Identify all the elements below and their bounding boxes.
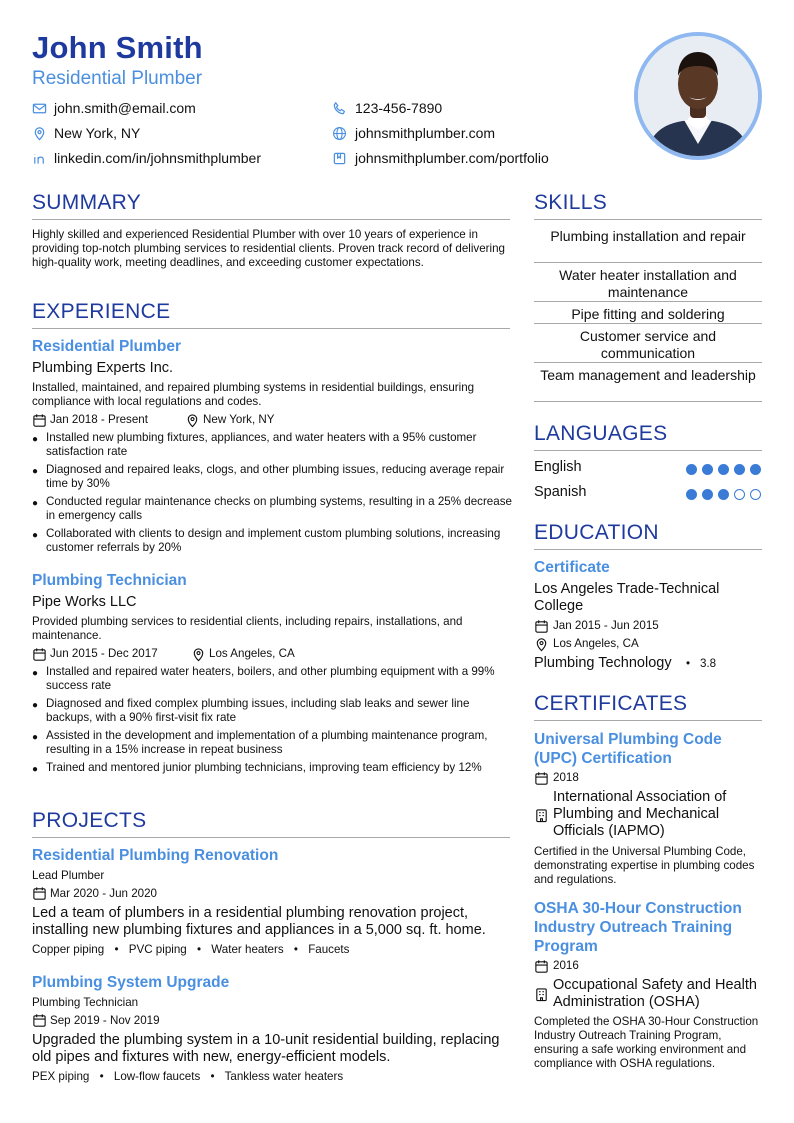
summary-heading: SUMMARY [32, 191, 142, 214]
project-tag: PVC piping [128, 943, 187, 956]
certificates-divider [534, 720, 762, 721]
rating-dot [702, 489, 713, 500]
languages-heading: LANGUAGES [534, 422, 668, 445]
rating-dot [734, 464, 745, 475]
certificate-title: Universal Plumbing Code (UPC) Certification [534, 731, 722, 767]
project-title: Residential Plumbing Renovation [32, 847, 279, 864]
candidate-name: John Smith [32, 30, 203, 65]
project-description: Upgraded the plumbing system in a 10-unit residential building, replacing old pipes and fixtures with new, energy-efficient models. [32, 1032, 500, 1065]
bullet-separator: • [686, 657, 691, 670]
education-field: Plumbing Technology [534, 655, 672, 671]
summary-divider [32, 219, 510, 220]
job-description: Provided plumbing services to residential clients, including repairs, installations, and maintenance. [32, 615, 463, 642]
projects-heading: PROJECTS [32, 809, 147, 832]
skill-item: Pipe fitting and soldering [571, 306, 725, 322]
email-link[interactable]: john.smith@email.com [54, 100, 196, 116]
education-school: Los Angeles Trade-Technical College [534, 581, 720, 614]
calendar-icon [534, 619, 549, 634]
education-gpa: 3.8 [700, 657, 717, 670]
location-icon [185, 413, 200, 428]
job-dates: Jun 2015 - Dec 2017 [50, 647, 158, 660]
project-tag: Low-flow faucets [113, 1070, 201, 1083]
language-name: Spanish [534, 484, 587, 500]
location-icon [534, 637, 549, 652]
rating-dot [734, 489, 745, 500]
skill-divider [534, 323, 762, 324]
location-icon [191, 647, 206, 662]
phone-icon [332, 101, 347, 116]
summary-text: Highly skilled and experienced Residential Plumber with over 10 years of experience in providing top-notch plumbing services to residential clients. Proven track record of delivering high-quality work, meeting deadlines, and exceeding customer expectations. [32, 228, 506, 269]
job-location: New York, NY [203, 413, 275, 426]
skill-item: Water heater installation and maintenance [559, 267, 737, 300]
email-icon [32, 101, 47, 116]
education-degree: Certificate [534, 559, 610, 576]
location-text: New York, NY [54, 125, 141, 141]
calendar-icon [32, 647, 47, 662]
job-location: Los Angeles, CA [209, 647, 295, 660]
location-icon [32, 126, 47, 141]
portfolio-link[interactable]: johnsmithplumber.com/portfolio [355, 150, 549, 166]
project-role: Plumbing Technician [32, 996, 139, 1009]
calendar-icon [534, 959, 549, 974]
website-link[interactable]: johnsmithplumber.com [355, 125, 496, 141]
calendar-icon [32, 1013, 47, 1028]
certificates-heading: CERTIFICATES [534, 692, 688, 715]
project-tags: PEX piping • Low-flow faucets • Tankless water heaters [32, 1070, 344, 1083]
portfolio-icon [332, 151, 347, 166]
rating-dot [686, 464, 697, 475]
skill-divider [534, 362, 762, 363]
education-heading: EDUCATION [534, 521, 659, 544]
project-tag: Tankless water heaters [224, 1070, 344, 1083]
project-tag: Faucets [308, 943, 350, 956]
project-tag: Copper piping [32, 943, 105, 956]
certificate-issuer: International Association of Plumbing and Mechanical Officials (IAPMO) [553, 789, 727, 839]
skill-item: Plumbing installation and repair [550, 228, 746, 244]
project-dates: Mar 2020 - Jun 2020 [50, 887, 157, 900]
phone-link[interactable]: 123-456-7890 [355, 100, 443, 116]
project-title: Plumbing System Upgrade [32, 974, 230, 991]
education-dates: Jan 2015 - Jun 2015 [553, 619, 659, 632]
linkedin-link[interactable]: linkedin.com/in/johnsmithplumber [54, 150, 261, 166]
building-icon [534, 808, 549, 823]
certificate-description: Completed the OSHA 30-Hour Construction Industry Outreach Training Program, ensuring a safe working environment and compliance with OSHA regulations. [534, 1015, 759, 1070]
project-tag: PEX piping [32, 1070, 90, 1083]
project-tags: Copper piping • PVC piping • Water heaters • Faucets [32, 943, 350, 956]
certificate-year: 2018 [553, 771, 579, 784]
languages-divider [534, 450, 762, 451]
calendar-icon [534, 771, 549, 786]
certificate-year: 2016 [553, 959, 579, 972]
job-description: Installed, maintained, and repaired plumbing systems in residential buildings, ensuring compliance with local regulations and codes. [32, 381, 475, 408]
job-title: Residential Plumber [32, 338, 182, 355]
certificate-issuer: Occupational Safety and Health Administration (OSHA) [553, 977, 757, 1010]
skill-divider [534, 262, 762, 263]
job-company: Plumbing Experts Inc. [32, 360, 174, 376]
skills-divider [534, 219, 762, 220]
project-dates: Sep 2019 - Nov 2019 [50, 1014, 160, 1027]
globe-icon [332, 126, 347, 141]
certificate-title: OSHA 30-Hour Construction Industry Outreach Training Program [534, 900, 742, 955]
experience-heading: EXPERIENCE [32, 300, 171, 323]
rating-dot [718, 489, 729, 500]
job-title: Plumbing Technician [32, 572, 187, 589]
project-role: Lead Plumber [32, 869, 105, 882]
calendar-icon [32, 413, 47, 428]
linkedin-icon [32, 151, 47, 166]
education-location: Los Angeles, CA [553, 637, 639, 650]
rating-dot [750, 464, 761, 475]
job-dates: Jan 2018 - Present [50, 413, 148, 426]
job-company: Pipe Works LLC [32, 594, 137, 610]
profile-photo [634, 32, 762, 160]
certificate-description: Certified in the Universal Plumbing Code, demonstrating expertise in plumbing codes and regulations. [534, 845, 755, 886]
skills-heading: SKILLS [534, 191, 608, 214]
rating-dot [702, 464, 713, 475]
skill-divider [534, 301, 762, 302]
rating-dot [686, 489, 697, 500]
building-icon [534, 987, 549, 1002]
skill-item: Customer service and communication [579, 328, 717, 361]
rating-dot [750, 489, 761, 500]
projects-divider [32, 837, 510, 838]
experience-divider [32, 328, 510, 329]
calendar-icon [32, 886, 47, 901]
project-tag: Water heaters [211, 943, 284, 956]
education-divider [534, 549, 762, 550]
skill-divider [534, 401, 762, 402]
project-description: Led a team of plumbers in a residential plumbing renovation project, installing new plumbing fixtures and appliances in a 5,000 sq. ft. home. [32, 905, 486, 938]
candidate-title: Residential Plumber [32, 68, 203, 89]
skill-item: Team management and leadership [540, 367, 756, 383]
rating-dot [718, 464, 729, 475]
language-name: English [534, 459, 582, 475]
